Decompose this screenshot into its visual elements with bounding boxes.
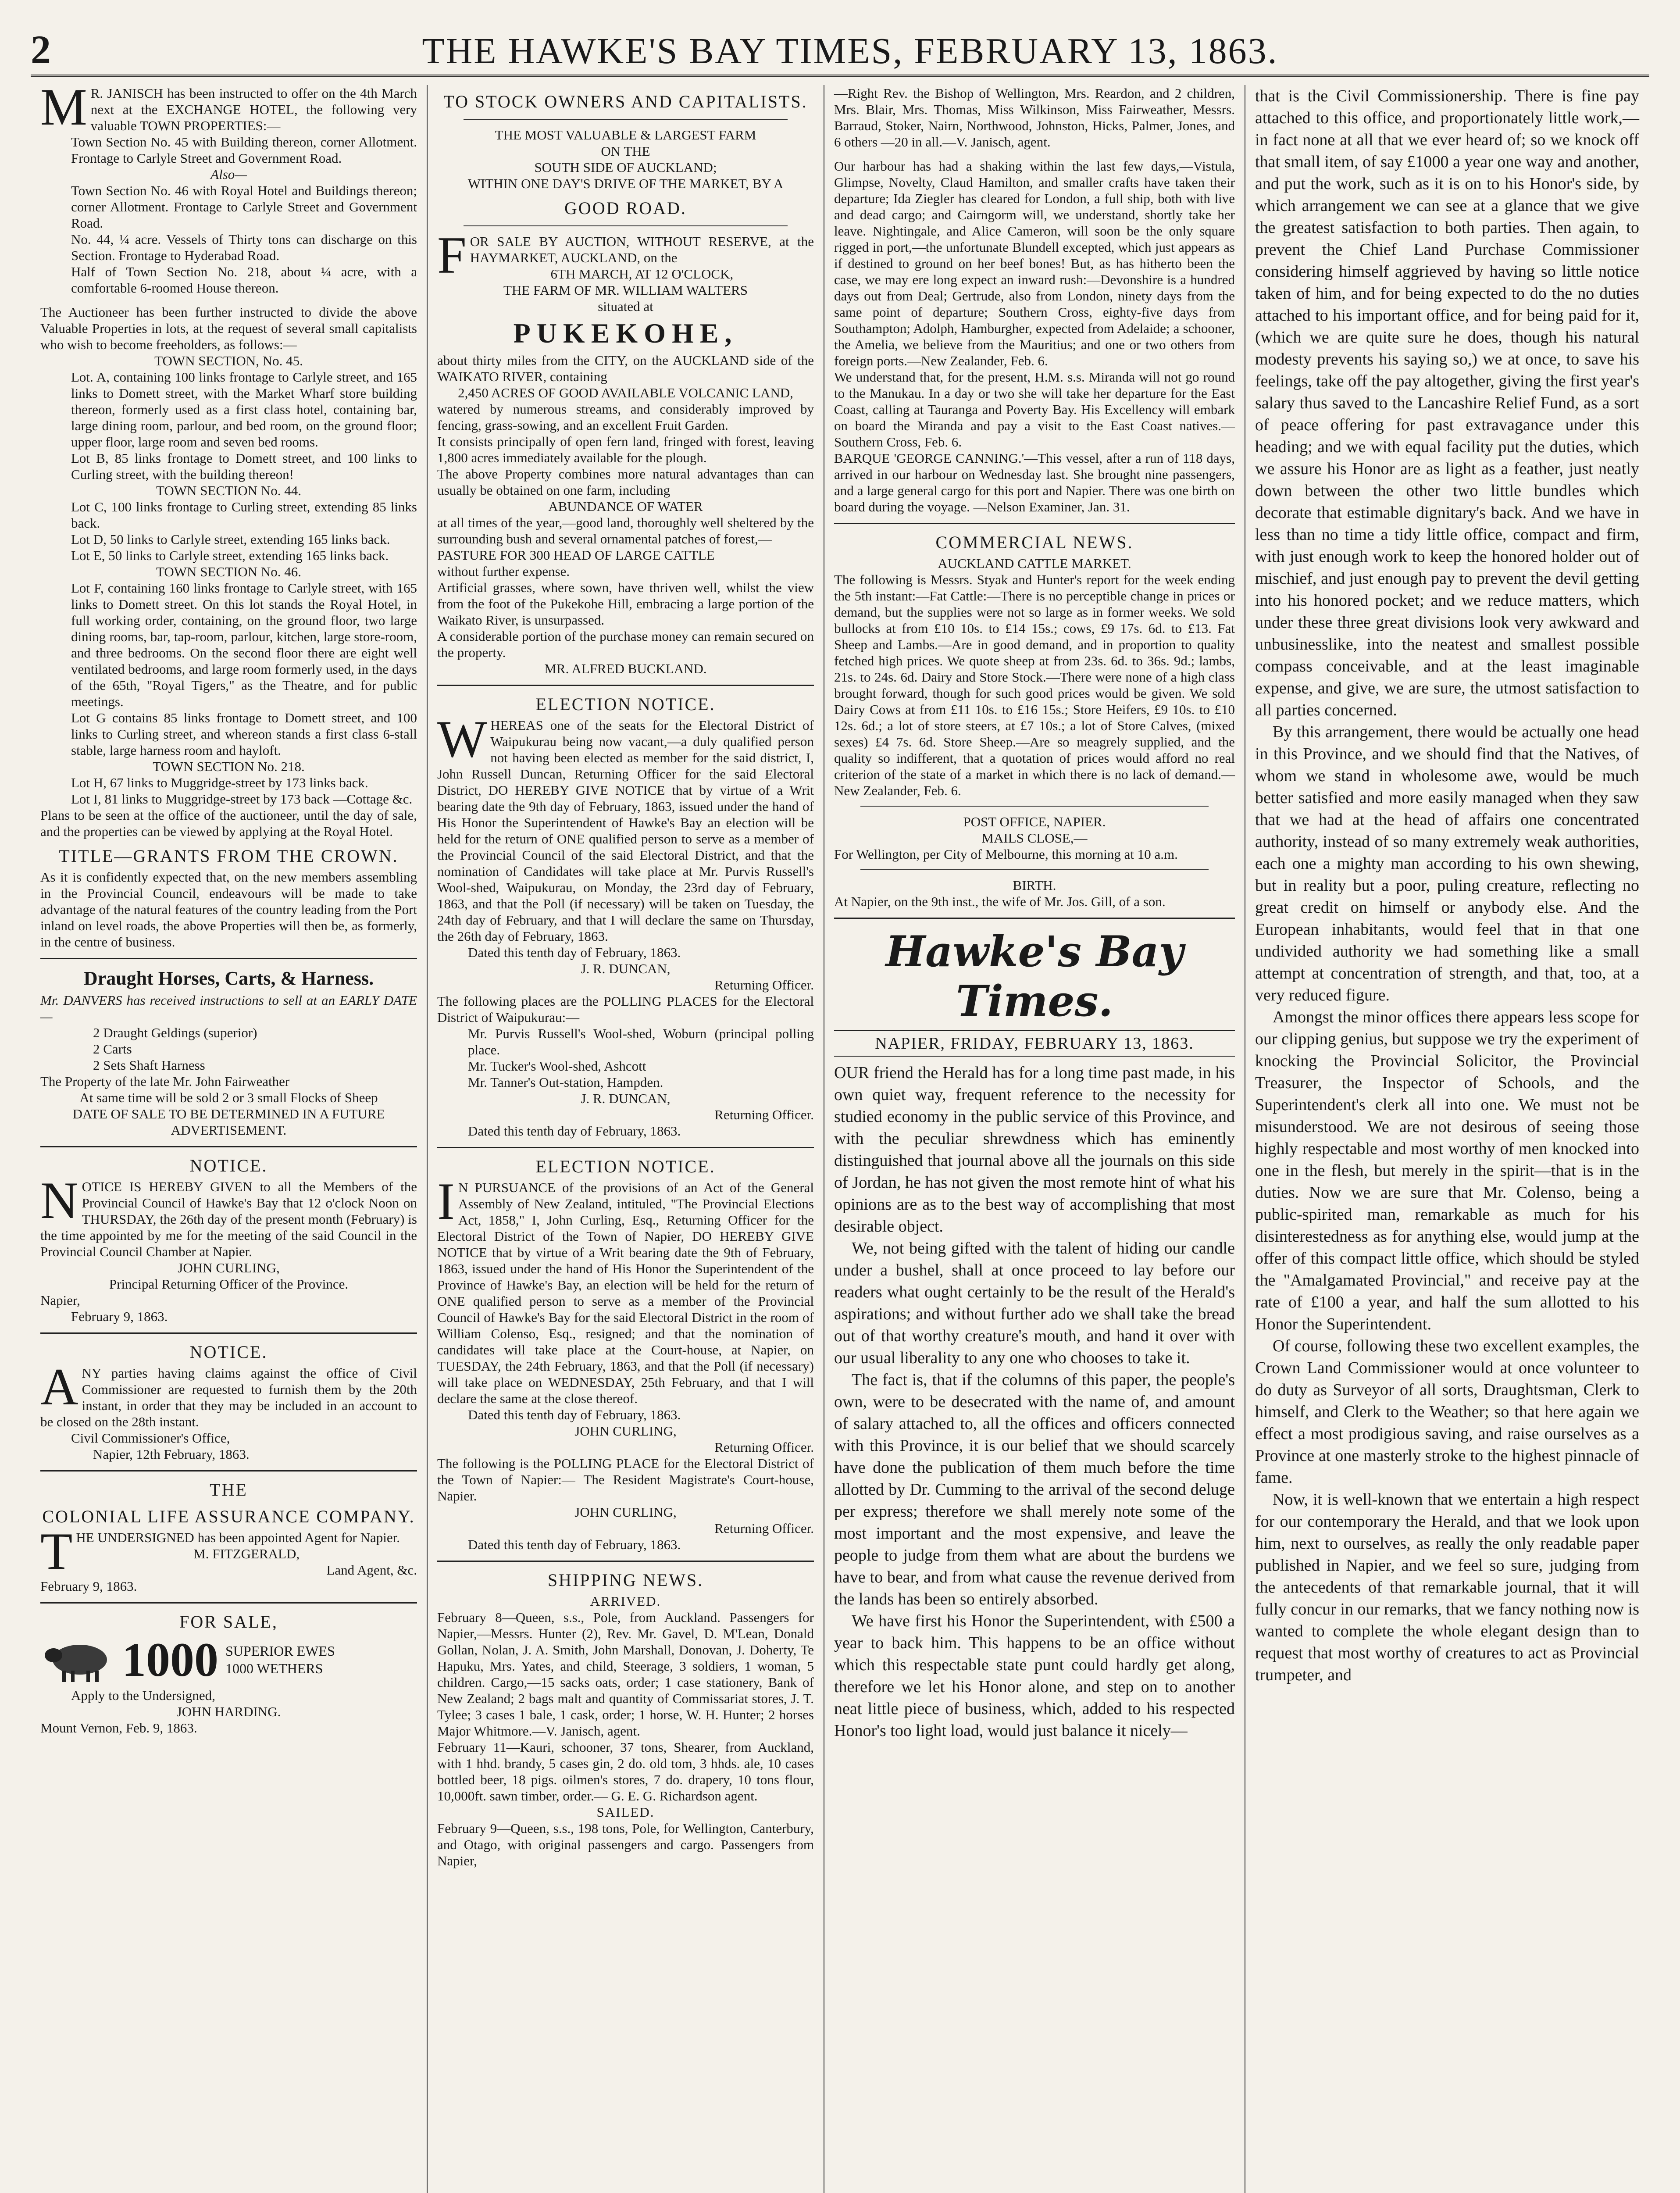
shipping-text: February 9—Queen, s.s., 198 tons, Pole, for Wellington, Canterbury, and Otago, with original passengers and cargo. Passengers from Napier, bbox=[437, 1821, 814, 1868]
farm-text: watered by numerous streams, and considerably improved by fencing, grass-sowing, and an excellent Fruit Garden. bbox=[437, 401, 814, 433]
notice-text: NOTICE IS HEREBY GIVEN to all the Members of the Provincial Council of Hawke's Bay that 12 o'clock Noon on THURSDAY, the 26th day of the present month (February) is the time appointed by me for the meeting of the said Council in the Provincial Council Chamber at Napier. bbox=[40, 1171, 417, 1259]
shipping-text: February 8—Queen, s.s., Pole, from Auckland. Passengers for Napier,—Messrs. Hunter (2), Rev. Mr. Gavel, D. M'Lean, Donald Gollan, Nolan, J. A. Smith, John Marshall, Donovan, J. Doherty, Te Hapuku, Mrs. Yates, and child, Steerage, 3 soldiers, 1 woman, 5 children. Cargo,—15 sacks oats, order; 1 case stationery, Bank of New Zealand; 2 bags malt and quantity of Commissariat stores, J. T. Tylee; 3 cases 1 bale, 1 cask, order; 1 horse, W. H. Hunter; 2 horses Major Whitmore.—V. Janisch, agent. bbox=[437, 1610, 814, 1739]
forsale-block bbox=[40, 1633, 417, 1686]
editorial-date: NAPIER, FRIDAY, FEBRUARY 13, 1863. bbox=[834, 1030, 1235, 1057]
janisch-para: Half of Town Section No. 218, about ¼ acre, with a comfortable 6-roomed House thereon. bbox=[71, 264, 417, 296]
janisch-para: The Auctioneer has been further instructed to divide the above Valuable Properties in lots, at the request of several small capitalists who wish to become freeholders, as follows:— bbox=[40, 304, 417, 352]
editorial-para: We, not being gifted with the talent of hiding our candle under a bushel, shall at once proceed to lay before our readers what ought certainly to be the result of the Herald's aspirations; and without further ado we shall take the bread out of that worthy creature's mouth, and hand it over with our usual liberality to any one who chooses to take it. bbox=[834, 1239, 1235, 1367]
editorial-para: By this arrangement, there would be actually one head in this Province, and we should find that the Natives, of whom we stand in wholesome awe, would be much better satisfied and more easily managed when they saw that we had at the head of affairs one concentrated authority, instead of so many extremely weak authorities, each one a mighty man according to his own shewing, but in reality but a poor, puling creature, reflecting no great credit on himself or anybody else. And the European inhabitants, would feel that in that one undivided authority we had something like a small attempt at concentration of strength, and that, too, at a very reduced figure. bbox=[1255, 723, 1639, 1004]
crown-text: As it is confidently expected that, on the new members assembling in the Provincial Council, endeavours will be made to take advantage of the natural features of the country leading from the Port inland on level roads, the above Properties will then be, as formerly, in the centre of business. bbox=[40, 869, 417, 950]
editorial-para: OUR friend the Herald has for a long time past made, in his own quiet way, frequent reference to the necessity for studied economy in the public service of this Province, and with the peculiar shrewdness which has eminently distinguished that journal above all the journals on this side of Jordan, he has not given the most remote hint of what his opinions are as to the best way of accomplishing that most desirable object. bbox=[834, 1064, 1235, 1236]
janisch-para: Lot G contains 85 links frontage to Domett street, and 100 links to Curling street, and whereon stands a first class 6-stall stable, large harness room and hayloft. bbox=[71, 710, 417, 758]
farm-heading: SOUTH SIDE OF AUCKLAND; bbox=[534, 160, 717, 175]
post-text: For Wellington, per City of Melbourne, this morning at 10 a.m. bbox=[834, 846, 1178, 862]
shipping-subhead: SAILED. bbox=[596, 1804, 655, 1820]
election-text: IN PURSUANCE of the provisions of an Act of the General Assembly of New Zealand, intituled, "The Provincial Elections Act, 1858," I, John Curling, Esq., Returning Officer for the Electoral District of the Town of Napier, DO HEREBY GIVE NOTICE that by virtue of a Writ bearing date the 9th of February, 1863, issued under the hand of His Honor the Superintendent of the Province of Hawke's Bay, an election will be held for the return of ONE qualified person to serve as a member of the Provincial Council of Hawke's Bay for the said Electoral District in the room of William Colenso, Esq., resigned; and that the nomination of candidates will take place at the Court-house, at Napier, on TUESDAY, the 24th February, 1863, and that the Poll (if necessary) will take place on WEDNESDAY, 25th February, and that I will declare the same at the close thereof. bbox=[437, 1172, 814, 1406]
shipping-text: February 11—Kauri, schooner, 37 tons, Shearer, from Auckland, with 1 hhd. brandy, 5 cases gin, 2 do. old tom, 3 hhds. ale, 10 cases bottled beer, 18 pigs. oilmen's stores, 7 do. drapery, 10 tons flour, 10,000ft. sawn timber, order.— G. E. G. Richardson agent. bbox=[437, 1739, 814, 1804]
colonial-heading: COLONIAL LIFE ASSURANCE COMPANY. bbox=[42, 1507, 415, 1526]
janisch-para: Also— bbox=[210, 167, 247, 182]
draught-flocks: At same time will be sold 2 or 3 small Flocks of Sheep bbox=[79, 1090, 378, 1105]
election-place: Mr. Tucker's Wool-shed, Ashcott bbox=[468, 1058, 646, 1074]
election-dated: Dated this tenth day of February, 1863. bbox=[468, 1123, 681, 1139]
column-3 bbox=[824, 85, 1245, 2193]
notice-signature: Napier, 12th February, 1863. bbox=[93, 1447, 250, 1462]
janisch-para: Lot. A, containing 100 links frontage to Carlyle street, and 165 links to Domett street, with the Market Wharf store building thereon, formerly used as a first class hotel, containing bar, large dining room, parlour, and bed room, on the ground floor; upper floor, large room and seven bed rooms. bbox=[71, 369, 417, 450]
election-signature: J. R. DUNCAN, bbox=[581, 1091, 671, 1106]
editorial-para: Amongst the minor offices there appears less scope for our clipping genius, but suppose we try the experiment of knocking the Provincial Solicitor, the Provincial Treasurer, the Inspector of Schools, and the Superintendent's clerk all into one. We must not be misunderstood. We are not desirous of seeing those highly respectable and most worthy of men knocked into one in the flesh, but merely in the spirit—that is in the duties. Now we are sure that Mr. Colenso, being a public-spirited man, remarkable as much for his disinterestedness as for anything else, would jump at the offer of this compact little office, which should be styled the "Amalgamated Provincial," and receive pay at the rate of £100 a year, and half the sum allotted to his Honor the Superintendent. bbox=[1255, 1008, 1639, 1333]
election-text: WHEREAS one of the seats for the Electoral District of Waipukurau being now vacant,—a duly qualified person not having been elected as member for the said district, I, John Russell Duncan, Returning Officer for the said Electoral District, DO HEREBY GIVE NOTICE that by virtue of a Writ bearing date the 9th day of February, 1863, issued under the hand of His Honor the Superintendent of Hawke's Bay an election will be held for the return of ONE qualified person to serve as a member of the Provincial Council of the said Electoral District, and that the nomination of Candidates will take place at Mr. Purvis Russell's Wool-shed, Waipukurau, on Monday, the 23rd day of February, 1863, and that the Poll (if necessary) will be taken on Tuesday, the 24th day of February, and that I will declare the same on Thursday, the 26th day of February, 1863. bbox=[437, 710, 814, 944]
election-places: The following is the POLLING PLACE for the Electoral District of the Town of Napier:— The Resident Magistrate's Court-house, Napier. bbox=[437, 1456, 814, 1504]
farm-sale: FOR SALE BY AUCTION, WITHOUT RESERVE, at the HAYMARKET, AUCKLAND, on the bbox=[437, 226, 814, 284]
election-dated: Dated this tenth day of February, 1863. bbox=[468, 1537, 681, 1552]
forsale-place: Mount Vernon, Feb. 9, 1863. bbox=[40, 1720, 197, 1736]
columns bbox=[31, 85, 1649, 2193]
post-subhead: MAILS CLOSE,— bbox=[981, 830, 1088, 846]
farm-text: The above Property combines more natural advantages than can usually be obtained on one farm, including bbox=[437, 466, 814, 498]
harbour-text: Our harbour has had a shaking within the last few days,—Vistula, Glimpse, Novelty, Claud Hamilton, and smaller crafts have taken their departure; Ida Ziegler has cleared for London, a full ship, both with live and dead cargo; and Cairngorm will, we understand, shortly take her leave. Nightingale, and Alice Cameron, will soon be the only square rigged in port,—the unfortunate Blundell excepted, which just appears as if destined to ground on her beef bones! But, as has hitherto been the case, we may ere long expect an inward rush:—Devonshire is a hundred days out from Deal; Gertrude, also from London, ninety days from the same point of departure; Southern Cross, eighty-five days from Southampton; Adolph, Hamburgher, expected from Adelaide; a schooner, the Amelia, we believe from the Mauritius; and one or two others from foreign ports.—New Zealander, Feb. 6. bbox=[834, 158, 1235, 368]
birth-text: At Napier, on the 9th inst., the wife of Mr. Jos. Gill, of a son. bbox=[834, 894, 1166, 909]
page-title: THE HAWKE'S BAY TIMES, FEBRUARY 13, 1863. bbox=[422, 31, 1278, 71]
notice-heading: NOTICE. bbox=[189, 1156, 268, 1175]
forsale-line: SUPERIOR EWES bbox=[225, 1643, 335, 1659]
barque-text: BARQUE 'GEORGE CANNING.'—This vessel, after a run of 118 days, arrived in our harbour on Wednesday last. She brought nine passengers, and a large general cargo for this port and Napier. There was one birth on board during the voyage. —Nelson Examiner, Jan. 31. bbox=[834, 450, 1235, 514]
shipping-heading: SHIPPING NEWS. bbox=[547, 1570, 704, 1590]
commercial-heading: COMMERCIAL NEWS. bbox=[935, 532, 1134, 552]
notice-signature: JOHN CURLING, bbox=[178, 1260, 280, 1275]
election-dated: Dated this tenth day of February, 1863. bbox=[468, 1407, 681, 1422]
janisch-para: TOWN SECTION No. 218. bbox=[153, 759, 305, 774]
editorial-para: Now, it is well-known that we entertain a high respect for our contemporary the Herald, and that we look upon him, next to ourselves, as really the only readable paper published in Napier, and we feel so sure, judging from the antecedents of that remarkable journal, that it will fully concur in our remarks, that we fancy nothing now is wanted to complete the whole elegant design than to request that most worthy of creatures to act as Provincial trumpeter, and bbox=[1255, 1490, 1639, 1684]
janisch-para: Lot D, 50 links to Carlyle street, extending 165 links back. bbox=[71, 532, 390, 547]
draught-intro: Mr. DANVERS has received instructions to sell at an EARLY DATE— bbox=[40, 993, 417, 1024]
election-signature: Returning Officer. bbox=[714, 977, 814, 993]
election-dated: Dated this tenth day of February, 1863. bbox=[468, 945, 681, 960]
shipping-subhead: ARRIVED. bbox=[590, 1593, 661, 1609]
masthead bbox=[31, 26, 1649, 77]
election-signature: JOHN CURLING, bbox=[574, 1504, 677, 1520]
editorial-para: The fact is, that if the columns of this paper, the people's own, were to be desecrated with the name of, and amount of salary attached to, all the offices and officers connected with this Province, it is our belief that we should scarcely have done the publication of them much before the time allotted by Dr. Cumming to the arrival of the second deluge per express; therefore we shall merely note some of the most important and the most expensive, and leave the people to judge from them what are about the burdens we have to bear, and from what cause the revenue derived from the lands has been so entirely absorbed. bbox=[834, 1371, 1235, 1608]
janisch-para: MR. JANISCH has been instructed to offer on the 4th March next at the EXCHANGE HOTEL, the following very valuable TOWN PROPERTIES:— bbox=[40, 85, 417, 136]
column-1 bbox=[31, 85, 428, 2193]
janisch-para: Lot H, 67 links to Muggridge-street by 173 links back. bbox=[71, 775, 368, 790]
janisch-para: No. 44, ¼ acre. Vessels of Thirty tons can discharge on this Section. Frontage to Hyderabad Road. bbox=[71, 232, 417, 263]
editorial-para: Of course, following these two excellent examples, the Crown Land Commissioner would at once volunteer to do duty as Surveyor of all sorts, Draughtsman, Clerk to himself, and Clerk to the Weather; so that here again we effect a most prodigious saving, and raise ourselves as a Province at one masterly stroke to the highest pinnacle of fame. bbox=[1255, 1337, 1639, 1487]
farm-heading: ON THE bbox=[601, 143, 650, 159]
column-4 bbox=[1245, 85, 1649, 2193]
colonial-text: THE UNDERSIGNED has been appointed Agent for Napier. bbox=[40, 1522, 400, 1580]
colonial-heading: THE bbox=[210, 1480, 248, 1500]
farm-heading: WITHIN ONE DAY'S DRIVE OF THE MARKET, BY A bbox=[467, 176, 784, 191]
draught-item: 2 Sets Shaft Harness bbox=[93, 1057, 205, 1073]
colonial-signature: Land Agent, &c. bbox=[326, 1562, 417, 1578]
forsale-heading: FOR SALE, bbox=[179, 1612, 278, 1632]
birth-heading: BIRTH. bbox=[1013, 878, 1056, 893]
farm-acres: 2,450 ACRES OF GOOD AVAILABLE VOLCANIC LAND, bbox=[458, 385, 793, 400]
page-number: 2 bbox=[31, 27, 51, 72]
notice-signature: Principal Returning Officer of the Province. bbox=[109, 1276, 349, 1292]
draught-date: DATE OF SALE TO BE DETERMINED IN A FUTURE ADVERTISEMENT. bbox=[72, 1106, 385, 1138]
forsale-apply: Apply to the Undersigned, bbox=[71, 1688, 215, 1703]
janisch-para: Lot I, 81 links to Muggridge-street by 173 back —Cottage &c. bbox=[71, 791, 413, 807]
forsale-signature: JOHN HARDING. bbox=[176, 1704, 281, 1719]
crown-heading: TITLE—GRANTS FROM THE CROWN. bbox=[59, 846, 399, 866]
colonial-signature: M. FITZGERALD, bbox=[193, 1546, 300, 1561]
farm-signature: MR. ALFRED BUCKLAND. bbox=[544, 661, 707, 676]
farm-heading: THE MOST VALUABLE & LARGEST FARM bbox=[495, 127, 756, 143]
janisch-para: TOWN SECTION, No. 45. bbox=[154, 353, 303, 368]
notice-signature: Civil Commissioner's Office, bbox=[71, 1430, 230, 1446]
farm-text: It consists principally of open fern land, fringed with forest, leaving 1,800 acres immediately available for the plough. bbox=[437, 434, 814, 465]
editorial-para: that is the Civil Commissionership. There is fine pay attached to this office, and proportionately little work,—in fact none at all that we ever heard of; so we knock off that small item, of say £1000 a year one way and another, and put the work, such as it is on to his Honor's side, by which arrangement we can see at a glance that we give the greatest satisfaction to both parties. Then again, to prevent the Chief Land Purchase Commissioner considering himself aggrieved by having so little notice taken of him, and for being expected to do the no duties attached to his important office, and for being paid for it, (which we are quite sure he does, though his natural modesty prevents his saying so,) we at once, to save his feelings, take off the pay altogether, giving the first year's salary thus saved to the Lancashire Relief Fund, as a sort of peace offering for past extravagance under this heading; and we with equal facility put the duties, which we assure his Honor are as light as a feather, just neatly down between the other two little bundles which decorate that estimable dignitary's back. And we have in less than no time a tidy little office, compact and firm, with just enough work to keep the honored holder out of mischief, and just enough pay to prevent the devil getting into his honored pocket; and we reduce matters, which under these three great divisions look very awkward and unbusinesslike, into the neatest and smallest possible compass conceivable, and at the least imaginable expense, and give, we are sure, the utmost satisfaction to all parties concerned. bbox=[1255, 87, 1639, 719]
farm-heading: GOOD ROAD. bbox=[564, 198, 687, 218]
election-signature: J. R. DUNCAN, bbox=[581, 961, 671, 976]
notice-heading: NOTICE. bbox=[189, 1342, 268, 1362]
election-place: Mr. Tanner's Out-station, Hampden. bbox=[468, 1075, 663, 1090]
election-signature: Returning Officer. bbox=[714, 1439, 814, 1455]
miranda-text: We understand that, for the present, H.M. s.s. Miranda will not go round to the Manukau. In a day or two she will take her departure for the East Coast, calling at Tauranga and Poverty Bay. His Excellency will embark on board the Miranda and pay a visit to the East Coast natives.—Southern Cross, Feb. 6. bbox=[834, 369, 1235, 450]
election-signature: Returning Officer. bbox=[714, 1521, 814, 1536]
election-heading: ELECTION NOTICE. bbox=[535, 694, 716, 714]
editorial-para: We have first his Honor the Superintendent, with £500 a year to back him. This happens to be an office without which this respectable state punt could hardly get along, therefore we let his Honor alone, and step on to another neat little piece of business, which, added to his respected Honor's too light load, would just balance it nicely— bbox=[834, 1612, 1235, 1740]
farm-top: TO STOCK OWNERS AND CAPITALISTS. bbox=[443, 92, 808, 111]
post-heading: POST OFFICE, NAPIER. bbox=[963, 814, 1106, 829]
farm-name: THE FARM OF MR. WILLIAM WALTERS bbox=[503, 282, 748, 298]
draught-heading: Draught Horses, Carts, & Harness. bbox=[83, 968, 374, 989]
draught-item: 2 Carts bbox=[93, 1041, 132, 1057]
election-place: Mr. Purvis Russell's Wool-shed, Woburn (principal polling place. bbox=[468, 1026, 814, 1057]
janisch-para: TOWN SECTION No. 44. bbox=[156, 483, 301, 498]
farm-water: ABUNDANCE OF WATER bbox=[548, 499, 703, 514]
janisch-para: Lot B, 85 links frontage to Domett street, and 100 links to Curling street, with the building thereon! bbox=[71, 450, 417, 482]
janisch-para: Lot F, containing 160 links frontage to Carlyle street, with 165 links to Domett street. On this lot stands the Royal Hotel, in full working order, containing, on the ground floor, two large dining rooms, bar, tap-room, parlour, kitchen, large store-room, and three bedrooms. On the second floor there are eight well ventilated bedrooms, and large room formerly used, in the days of the 65th, "Royal Tigers," as the Theatre, and for public meetings. bbox=[71, 580, 417, 709]
notice-place: Napier, bbox=[40, 1293, 80, 1308]
janisch-para: Lot C, 100 links frontage to Curling street, extending 85 links back. bbox=[71, 499, 417, 531]
draught-item: 2 Draught Geldings (superior) bbox=[93, 1025, 257, 1040]
farm-place: PUKEKOHE, bbox=[513, 318, 738, 349]
farm-situated: situated at bbox=[598, 299, 653, 314]
election-signature: JOHN CURLING, bbox=[574, 1423, 677, 1439]
janisch-para: Town Section No. 46 with Royal Hotel and Buildings thereon; corner Allotment. Frontage to Carlyle Street and Government Road. bbox=[71, 183, 417, 231]
farm-text: about thirty miles from the CITY, on the AUCKLAND side of the WAIKATO RIVER, containing bbox=[437, 353, 814, 384]
editorial-title: Hawke's Bay Times. bbox=[885, 927, 1184, 1026]
farm-date: 6TH MARCH, AT 12 O'CLOCK, bbox=[550, 266, 734, 282]
farm-pasture: PASTURE FOR 300 HEAD OF LARGE CATTLE bbox=[437, 547, 715, 563]
farm-text: A considerable portion of the purchase money can remain secured on the property. bbox=[437, 629, 814, 660]
janisch-advert bbox=[40, 85, 417, 839]
column-2 bbox=[428, 85, 824, 2193]
farm-text: at all times of the year,—good land, thoroughly well sheltered by the surrounding bush and several ornamental patches of forest,— bbox=[437, 515, 814, 546]
notice-text: ANY parties having claims against the office of Civil Commissioner are requested to furnish them by the 20th instant, in order that they may be included in an account to be closed on the 28th instant. bbox=[40, 1357, 417, 1429]
forsale-line: 1000 WETHERS bbox=[225, 1661, 323, 1676]
forsale-number: 1000 bbox=[122, 1633, 218, 1686]
election-signature: Returning Officer. bbox=[714, 1107, 814, 1122]
notice-place: February 9, 1863. bbox=[71, 1309, 168, 1324]
colonial-date: February 9, 1863. bbox=[40, 1579, 137, 1594]
commercial-text: The following is Messrs. Styak and Hunter's report for the week ending the 5th instant:—Fat Cattle:—There is no perceptible change in prices or demand, but the supplies were not so large as in former weeks. We sold bullocks at from £10 10s. to £14 15s.; cows, £9 17s. 6d. to £13. Fat Sheep and Lambs.—Are in good demand, and in proportion to quality fetched high prices. We quote sheep at from 23s. 6d. to 36s. 9d.; lambs, 21s. to 24s. 6d. Dairy and Store Stock.—There were none of a high class brought forward, though for such good prices would be given. We sold Dairy Cows at from £11 10s. to £16 15s.; Store Heifers, £9 10s. to £10 12s. 6d.; a lot of store steers, at £7 10s.; a lot of Store Calves, (mixed sexes) £4 7s. 6d. Store Sheep.—Are so meagrely supplied, and the quality so indifferent, that a quotation of prices would afford no real criterion of the state of a market in which there is no lack of demand.—New Zealander, Feb. 6. bbox=[834, 572, 1235, 798]
sheep-icon bbox=[40, 1636, 115, 1684]
janisch-para: Lot E, 50 links to Carlyle street, extending 165 links back. bbox=[71, 548, 389, 563]
janisch-para: TOWN SECTION No. 46. bbox=[156, 564, 301, 579]
election-heading: ELECTION NOTICE. bbox=[535, 1157, 716, 1176]
election-places-intro: The following places are the POLLING PLACES for the Electoral District of Waipukurau:— bbox=[437, 993, 814, 1025]
farm-text: Artificial grasses, where sown, have thriven well, whilst the view from the foot of the Pukekohe Hill, embracing a large portion of the Waikato River, is unsurpassed. bbox=[437, 580, 814, 628]
shipping-text: —Right Rev. the Bishop of Wellington, Mrs. Reardon, and 2 children, Mrs. Blair, Mrs. Thomas, Miss Wilkinson, Miss Fairweather, Messrs. Barraud, Stoker, Nairn, Northwood, Johnston, Hicks, Palmer, Jones, and 6 others —20 in all.—V. Janisch, agent. bbox=[834, 86, 1235, 150]
draught-property: The Property of the late Mr. John Fairweather bbox=[40, 1074, 290, 1089]
janisch-para: Plans to be seen at the office of the auctioneer, until the day of sale, and the properties can be viewed by applying at the Royal Hotel. bbox=[40, 807, 417, 839]
farm-text: without further expense. bbox=[437, 564, 570, 579]
commercial-subhead: AUCKLAND CATTLE MARKET. bbox=[938, 556, 1131, 571]
janisch-para: Town Section No. 45 with Building thereon, corner Allotment. Frontage to Carlyle Street and Government Road. bbox=[71, 134, 417, 166]
